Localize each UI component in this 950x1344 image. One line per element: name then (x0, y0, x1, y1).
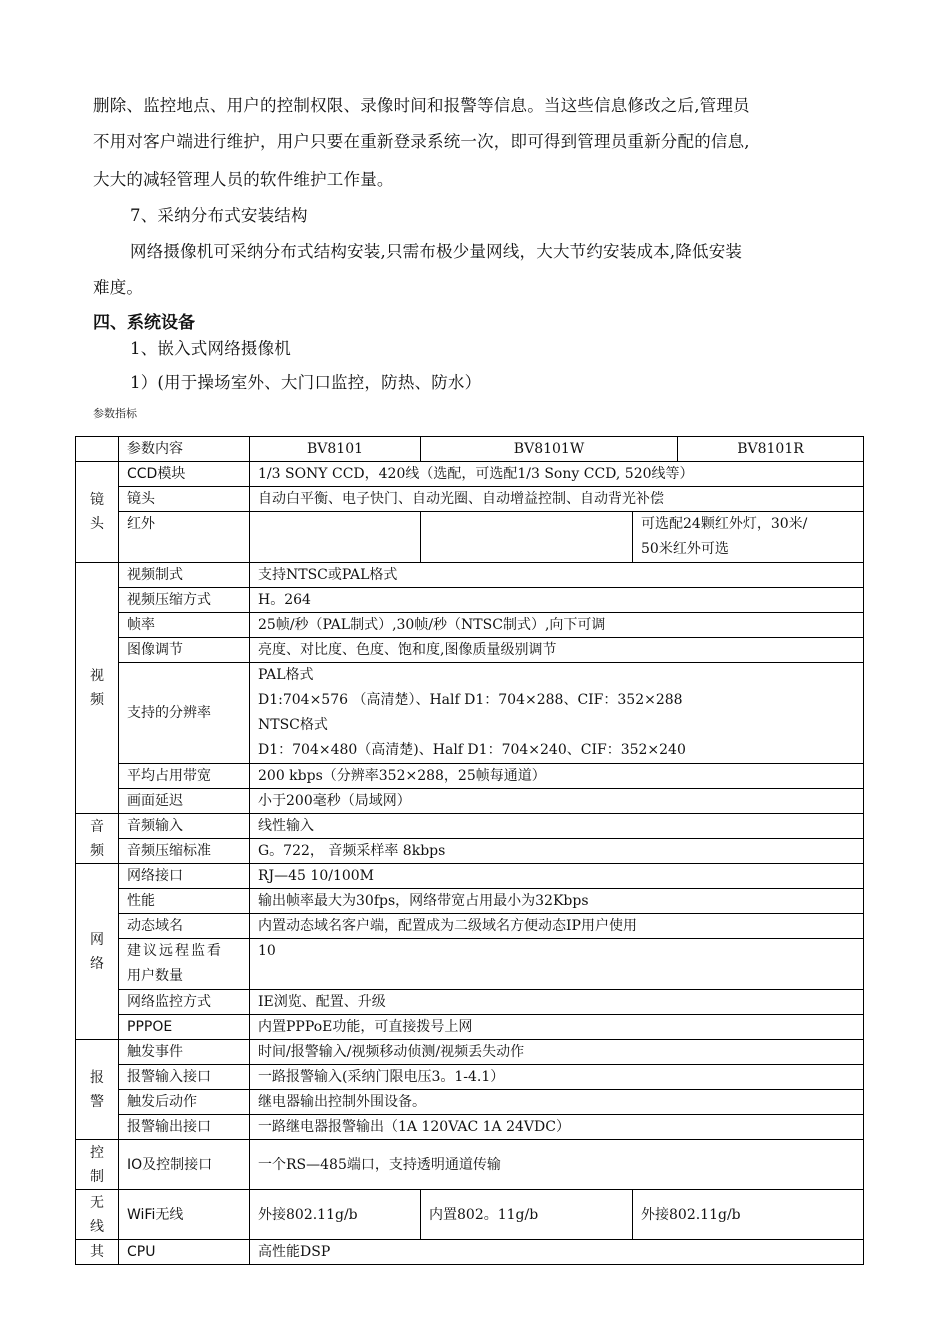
row-latency-name: 画面延迟 (119, 789, 250, 814)
row-performance-value: 输出帧率最大为30fps，网络带宽占用最小为32Kbps (250, 889, 864, 914)
table-row (76, 1040, 864, 1065)
row-monitor-value: IE浏览、配置、升级 (250, 990, 864, 1015)
header-model-3: BV8101R (678, 437, 864, 462)
table-row (76, 663, 864, 764)
row-alarm-output-value: 一路继电器报警输出（1A 120VAC 1A 24VDC） (250, 1115, 864, 1140)
row-wifi-model-1: 外接802.11g/b (250, 1190, 421, 1240)
resolution-line-1: PAL格式 (258, 667, 314, 683)
table-header-row (76, 437, 864, 462)
row-ccd-value: 1/3 SONY CCD，420线（选配，可选配1/3 Sony CCD, 520线等） (250, 462, 864, 487)
table-row (76, 563, 864, 588)
row-ir-model-2 (421, 512, 633, 563)
row-standard-value: 支持NTSC或PAL格式 (250, 563, 864, 588)
row-resolution-value (250, 663, 864, 764)
row-cpu-value: 高性能DSP (250, 1240, 864, 1265)
table-row (76, 638, 864, 663)
row-audio-input-name: 音频输入 (119, 814, 250, 839)
row-net-interface-value: RJ—45 10/100M (250, 864, 864, 889)
header-param: 参数内容 (119, 437, 250, 462)
table-row (76, 487, 864, 512)
spec-table (75, 436, 864, 1265)
resolution-line-4: D1：704×480（高清楚)、Half D1：704×240、CIF：352×240 (258, 742, 686, 758)
table-row (76, 1015, 864, 1040)
table-row (76, 939, 864, 990)
row-adjust-name: 图像调节 (119, 638, 250, 663)
category-network: 网 络 (76, 864, 119, 1040)
table-row (76, 990, 864, 1015)
row-ccd-name: CCD模块 (119, 462, 250, 487)
row-trigger-value: 时间/报警输入/视频移动侦测/视频丢失动作 (250, 1040, 864, 1065)
users-name-line-1: 建议远程监看 (127, 943, 223, 959)
row-cpu-name: CPU (119, 1240, 250, 1265)
table-row (76, 789, 864, 814)
row-ir-model-3 (633, 512, 864, 563)
row-video-compression-value: H。264 (250, 588, 864, 613)
table-row (76, 1240, 864, 1265)
row-action-name: 触发后动作 (119, 1090, 250, 1115)
category-alarm: 报 警 (76, 1040, 119, 1140)
row-bandwidth-name: 平均占用带宽 (119, 764, 250, 789)
row-ir-name: 红外 (119, 512, 250, 563)
resolution-line-3: NTSC格式 (258, 717, 328, 733)
header-model-2: BV8101W (421, 437, 678, 462)
users-name-line-2: 用户数量 (127, 968, 183, 984)
row-users-value: 10 (250, 939, 864, 990)
intro-line-2: 不用对客户端进行维护，用户只要在重新登录系统一次，即可得到管理员重新分配的信息, (93, 132, 750, 151)
header-model-1: BV8101 (250, 437, 421, 462)
row-audio-compression-value: G。722， 音频采样率 8kbps (250, 839, 864, 864)
row-pppoe-name: PPPOE (119, 1015, 250, 1040)
table-row (76, 1190, 864, 1240)
row-action-value: 继电器输出控制外围设备。 (250, 1090, 864, 1115)
row-framerate-value: 25帧/秒（PAL制式）,30帧/秒（NTSC制式）,向下可调 (250, 613, 864, 638)
row-bandwidth-value: 200 kbps（分辨率352×288，25帧每通道） (250, 764, 864, 789)
row-trigger-name: 触发事件 (119, 1040, 250, 1065)
table-row (76, 1065, 864, 1090)
category-other: 其 (76, 1240, 119, 1265)
subsection-1-1-title: 1）(用于操场室外、大门口监控，防热、防水） (130, 373, 482, 392)
row-ir-model-1 (250, 512, 421, 563)
category-audio: 音 频 (76, 814, 119, 864)
intro-line-1: 删除、监控地点、用户的控制权限、录像时间和报警等信息。当这些信息修改之后,管理员 (93, 96, 750, 115)
row-monitor-name: 网络监控方式 (119, 990, 250, 1015)
row-wifi-model-2: 内置802。11g/b (421, 1190, 633, 1240)
row-adjust-value: 亮度、对比度、色度、饱和度,图像质量级别调节 (250, 638, 864, 663)
row-video-compression-name: 视频压缩方式 (119, 588, 250, 613)
row-performance-name: 性能 (119, 889, 250, 914)
category-lens: 镜 头 (76, 462, 119, 563)
table-row (76, 1115, 864, 1140)
row-alarm-input-value: 一路报警输入(采纳门限电压3。1-4.1） (250, 1065, 864, 1090)
row-io-value: 一个RS—485端口，支持透明通道传输 (250, 1140, 864, 1190)
section-4-heading: 四、系统设备 (93, 313, 195, 333)
table-row (76, 1090, 864, 1115)
row-pppoe-value: 内置PPPoE功能，可直接拨号上网 (250, 1015, 864, 1040)
table-row (76, 1140, 864, 1190)
table-row (76, 914, 864, 939)
ir-model-3-line-1: 可选配24颗红外灯，30米/ (641, 516, 808, 532)
header-blank-cell (76, 437, 119, 462)
intro-line-3: 大大的减轻管理人员的软件维护工作量。 (93, 170, 394, 189)
row-resolution-name: 支持的分辨率 (119, 663, 250, 764)
row-io-name: IO及控制接口 (119, 1140, 250, 1190)
category-wireless: 无 线 (76, 1190, 119, 1240)
item-7-title: 7、采纳分布式安装结构 (130, 206, 308, 225)
table-row (76, 462, 864, 487)
table-row (76, 864, 864, 889)
row-ddns-name: 动态域名 (119, 914, 250, 939)
row-audio-input-value: 线性输入 (250, 814, 864, 839)
category-video: 视 频 (76, 563, 119, 814)
row-wifi-name: WiFi无线 (119, 1190, 250, 1240)
table-row (76, 613, 864, 638)
row-ddns-value: 内置动态域名客户端，配置成为二级域名方便动态IP用户使用 (250, 914, 864, 939)
table-row (76, 512, 864, 563)
row-framerate-name: 帧率 (119, 613, 250, 638)
row-lens-name: 镜头 (119, 487, 250, 512)
category-control: 控 制 (76, 1140, 119, 1190)
row-wifi-model-3: 外接802.11g/b (633, 1190, 864, 1240)
row-lens-value: 自动白平衡、电子快门、自动光圈、自动增益控制、自动背光补偿 (250, 487, 864, 512)
row-users-name (119, 939, 250, 990)
subsection-1-title: 1、嵌入式网络摄像机 (130, 339, 291, 358)
resolution-line-2: D1:704×576 （高清楚）、Half D1：704×288、CIF：352×288 (258, 692, 683, 708)
row-alarm-output-name: 报警输出接口 (119, 1115, 250, 1140)
table-caption: 参数指标 (93, 407, 137, 420)
table-row (76, 889, 864, 914)
ir-model-3-line-2: 50米红外可选 (641, 541, 729, 557)
row-net-interface-name: 网络接口 (119, 864, 250, 889)
table-row (76, 814, 864, 839)
table-row (76, 588, 864, 613)
para-2-line-1: 网络摄像机可采纳分布式结构安装,只需布极少量网线，大大节约安装成本,降低安装 (130, 242, 743, 261)
row-standard-name: 视频制式 (119, 563, 250, 588)
row-audio-compression-name: 音频压缩标准 (119, 839, 250, 864)
table-row (76, 839, 864, 864)
row-alarm-input-name: 报警输入接口 (119, 1065, 250, 1090)
para-2-line-2: 难度。 (93, 278, 144, 297)
table-row (76, 764, 864, 789)
row-latency-value: 小于200毫秒（局域网） (250, 789, 864, 814)
